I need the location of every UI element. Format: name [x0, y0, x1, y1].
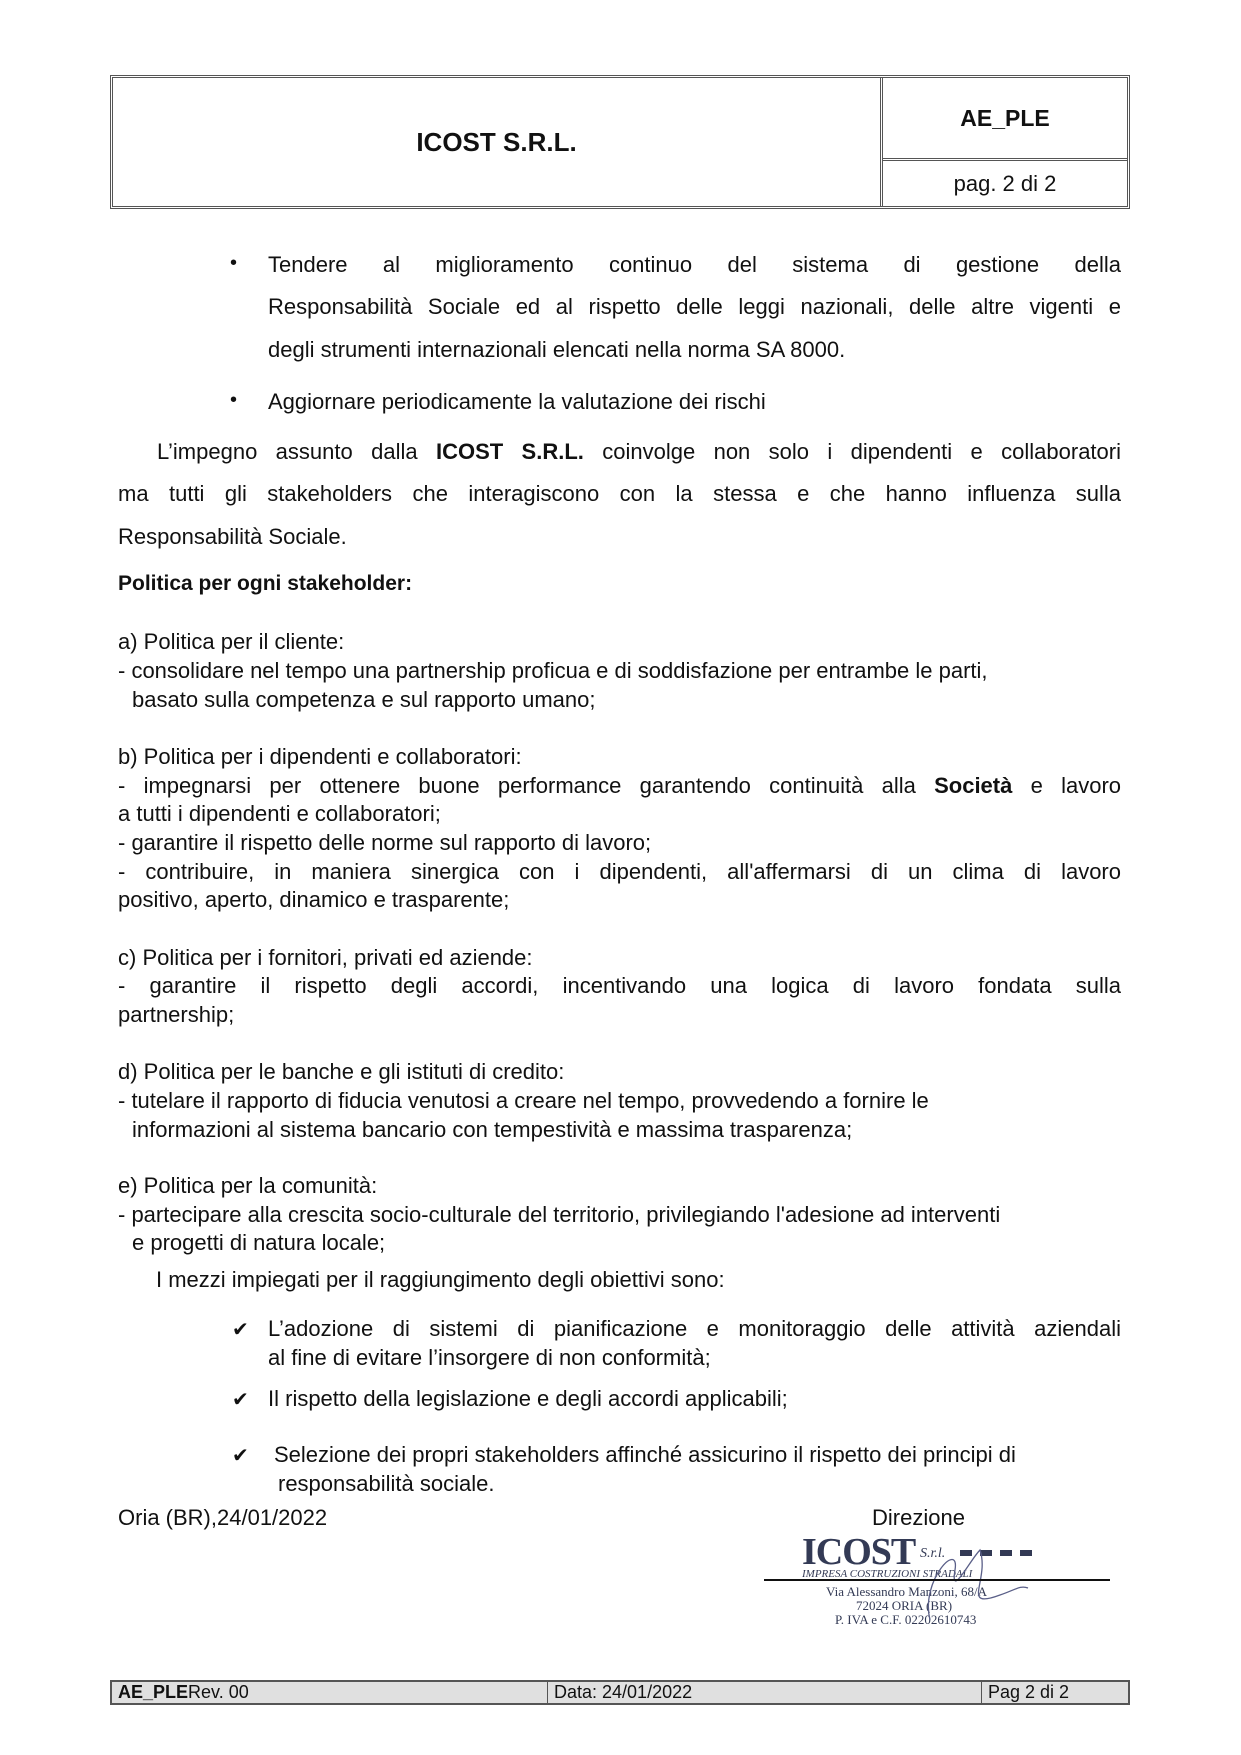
policy-line: a tutti i dipendenti e collaboratori;	[118, 801, 441, 826]
page-number: pag. 2 di 2	[953, 170, 1057, 196]
footer-code	[112, 1682, 548, 1703]
policy-line: - contribuire, in maniera sinergica con i dipendenti, all'affermarsi di un clima di lavoro	[118, 859, 1121, 884]
footer-table	[110, 1680, 1130, 1705]
policy-title: b) Politica per i dipendenti e collaboratori:	[118, 744, 522, 769]
signature-line	[764, 1579, 1110, 1581]
bold-text: Società	[934, 773, 1013, 798]
footer-code-text: AE_PLE	[118, 1682, 189, 1702]
policy-line: - partecipare alla crescita socio-culturale del territorio, privilegiando l'adesione ad interventi	[118, 1202, 1001, 1227]
intro-line: ma tutti gli stakeholders che interagiscono con la stessa e che hanno influenza sulla	[118, 481, 1121, 506]
policy-line: partnership;	[118, 1002, 235, 1027]
means-intro: I mezzi impiegati per il raggiungimento degli obiettivi sono:	[156, 1267, 725, 1292]
intro-line	[157, 438, 1121, 466]
text: - impegnarsi per ottenere buone performance garantendo continuità alla	[118, 773, 935, 798]
bullet-line: Tendere al miglioramento continuo del sistema di gestione della	[268, 252, 1121, 277]
text: L’impegno assunto dalla	[157, 439, 436, 464]
bullet-icon: •	[230, 252, 238, 274]
company-bold: ICOST S.R.L.	[435, 439, 584, 464]
stamp-city: 72024 ORIA (BR)	[856, 1598, 953, 1613]
policy-title: e) Politica per la comunità:	[118, 1173, 378, 1198]
place-date: Oria (BR),24/01/2022	[118, 1505, 328, 1530]
intro-line: Responsabilità Sociale.	[118, 524, 347, 549]
policy-line: informazioni al sistema bancario con tempestività e massima trasparenza;	[132, 1117, 853, 1142]
footer-page: Pag 2 di 2	[988, 1682, 1070, 1702]
stamp-suffix: S.r.l.	[920, 1546, 946, 1561]
stamp-vat: P. IVA e C.F. 02202610743	[835, 1612, 977, 1627]
policy-line: basato sulla competenza e sul rapporto umano;	[132, 687, 596, 712]
text: e lavoro	[1012, 773, 1122, 798]
means-line: L’adozione di sistemi di pianificazione e monitoraggio delle attività aziendali	[268, 1316, 1121, 1341]
policy-title: c) Politica per i fornitori, privati ed aziende:	[118, 945, 533, 970]
means-line: al fine di evitare l’insorgere di non conformità;	[268, 1345, 711, 1370]
checkmark-icon: ✔	[232, 1319, 249, 1341]
header-table	[110, 75, 1130, 209]
checkmark-icon: ✔	[232, 1389, 249, 1411]
stamp-name: ICOST	[802, 1531, 916, 1573]
bullet-line: Responsabilità Sociale ed al rispetto delle leggi nazionali, delle altre vigenti e	[268, 294, 1121, 319]
doc-code: AE_PLE	[883, 78, 1127, 161]
company-title: ICOST S.R.L.	[113, 78, 883, 206]
checkmark-icon: ✔	[232, 1445, 249, 1467]
signature-label: Direzione	[872, 1505, 965, 1530]
bullet-line: degli strumenti internazionali elencati nella norma SA 8000.	[268, 337, 846, 362]
policy-line: positivo, aperto, dinamico e trasparente;	[118, 887, 510, 912]
policy-heading: Politica per ogni stakeholder:	[118, 572, 413, 595]
means-line: responsabilità sociale.	[278, 1471, 495, 1496]
signature-scribble	[900, 1540, 1030, 1630]
bullet-icon: •	[230, 389, 238, 411]
policy-line	[118, 772, 1121, 800]
policy-title: d) Politica per le banche e gli istituti di credito:	[118, 1059, 565, 1084]
policy-line: - garantire il rispetto delle norme sul rapporto di lavoro;	[118, 830, 652, 855]
footer-rev: Rev. 00	[188, 1682, 249, 1702]
means-line: Selezione dei propri stakeholders affinché assicurino il rispetto dei principi di	[274, 1442, 1016, 1467]
means-line: Il rispetto della legislazione e degli accordi applicabili;	[268, 1386, 788, 1411]
stamp-subtitle: IMPRESA COSTRUZIONI STRADALI	[802, 1568, 973, 1580]
policy-title: a) Politica per il cliente:	[118, 629, 345, 654]
policy-line: e progetti di natura locale;	[132, 1230, 386, 1255]
stamp-address: Via Alessandro Manzoni, 68/A	[826, 1584, 987, 1599]
policy-line: - consolidare nel tempo una partnership proficua e di soddisfazione per entrambe le parti,	[118, 658, 988, 683]
policy-line: - tutelare il rapporto di fiducia venutosi a creare nel tempo, provvedendo a fornire le	[118, 1088, 929, 1113]
footer-date: Data: 24/01/2022	[548, 1682, 982, 1703]
policy-line: - garantire il rispetto degli accordi, incentivando una logica di lavoro fondata sulla	[118, 973, 1121, 998]
bullet-line: Aggiornare periodicamente la valutazione dei rischi	[268, 389, 766, 414]
text: coinvolge non solo i dipendenti e collaboratori	[583, 439, 1121, 464]
